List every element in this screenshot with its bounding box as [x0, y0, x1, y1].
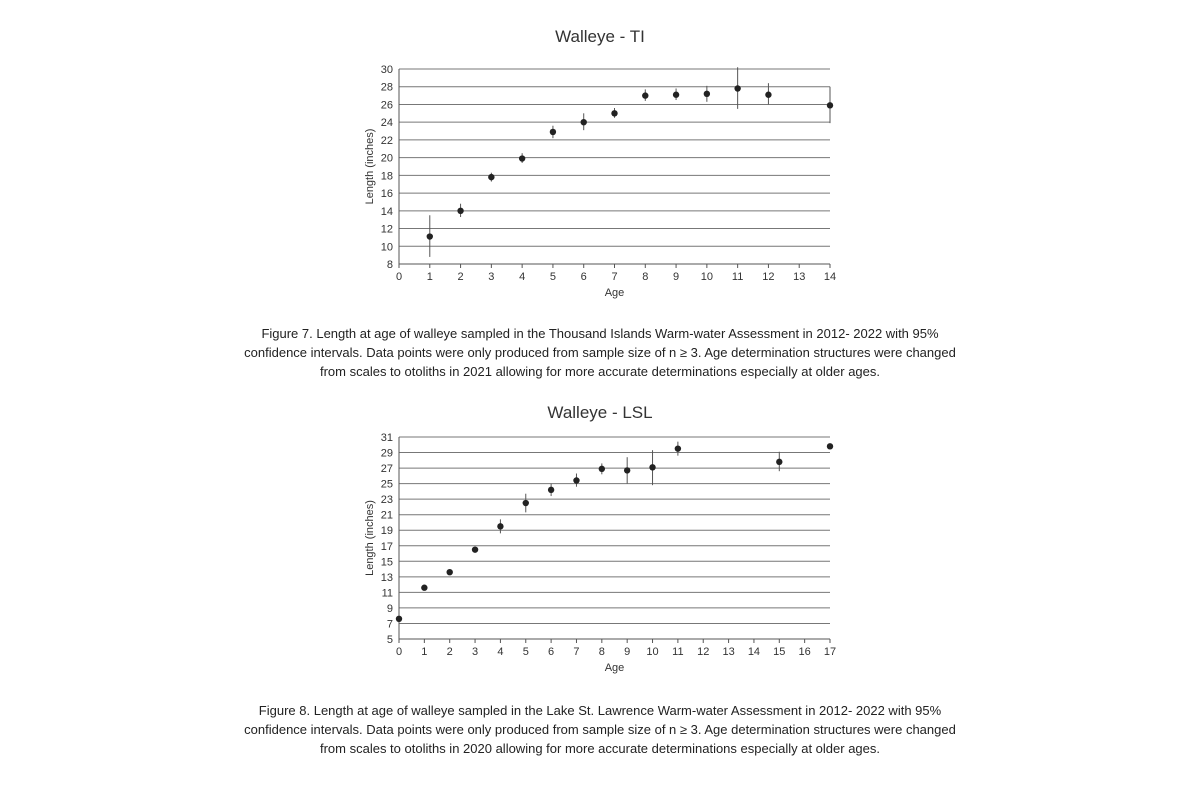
x-tick-label: 0	[395, 271, 403, 283]
figure-7-caption: Figure 7. Length at age of walleye sampled in the Thousand Islands Warm-water Assessment in 2012- 2022 with 95% confidence intervals. Data points were only produced from sample size of n ≥ 3. Age determination structures were changed from scales to otoliths in 2021 allowing for more accurate determinations especially at older ages.	[244, 326, 956, 379]
data-point	[472, 546, 478, 552]
x-tick-label: 9	[673, 271, 680, 283]
x-tick-label: 14	[823, 271, 837, 283]
x-tick-label: 13	[722, 646, 735, 658]
y-tick-label: 26	[380, 99, 393, 112]
data-point	[776, 459, 782, 465]
x-axis-title: Age	[604, 287, 625, 299]
data-point	[573, 477, 579, 483]
data-point	[548, 487, 554, 493]
data-point	[827, 102, 833, 108]
data-point	[523, 500, 529, 506]
x-tick-label: 9	[624, 646, 631, 658]
x-tick-label: 2	[446, 646, 453, 658]
y-tick-label: 27	[380, 463, 393, 476]
y-tick-label: 19	[380, 525, 393, 538]
data-point	[624, 467, 630, 473]
y-axis-title: Length (inches)	[364, 500, 376, 576]
y-tick-label: 20	[380, 152, 393, 165]
figure-8-caption: Figure 8. Length at age of walleye sampled in the Lake St. Lawrence Warm-water Assessment in 2012- 2022 with 95% confidence intervals. Data points were only produced from sample size of n ≥ 3. Age determination structures were changed from scales to otoliths in 2020 allowing for more accurate determinations especially at older ages.	[244, 703, 956, 756]
x-tick-label: 4	[519, 271, 526, 283]
data-point	[421, 585, 427, 591]
x-tick-label: 2	[457, 271, 464, 283]
data-point	[649, 464, 655, 470]
x-tick-label: 13	[793, 271, 806, 283]
data-point	[550, 129, 556, 135]
data-point	[447, 569, 453, 575]
y-axis-title: Length (inches)	[364, 128, 376, 205]
data-point	[704, 91, 710, 97]
x-tick-label: 5	[522, 646, 529, 658]
data-point	[734, 85, 740, 91]
data-point	[675, 445, 681, 451]
x-tick-label: 12	[697, 646, 710, 658]
chart-title-lsl: Walleye - LSL	[547, 403, 653, 422]
y-tick-label: 16	[380, 188, 393, 201]
data-point	[396, 616, 402, 622]
x-tick-label: 17	[823, 646, 837, 658]
data-point	[457, 208, 463, 214]
walleye-lsl-chart	[0, 425, 1200, 685]
data-point	[827, 443, 833, 449]
x-tick-label: 3	[488, 271, 495, 283]
y-tick-label: 31	[380, 432, 393, 444]
y-tick-label: 17	[380, 540, 393, 553]
y-tick-label: 22	[380, 134, 393, 147]
data-point	[581, 119, 587, 125]
x-tick-label: 8	[642, 271, 649, 283]
x-tick-label: 11	[731, 271, 744, 283]
data-point	[427, 233, 433, 239]
y-tick-label: 14	[380, 205, 393, 218]
data-point	[497, 523, 503, 529]
data-point	[642, 92, 648, 98]
y-tick-label: 10	[380, 241, 393, 254]
data-point	[519, 155, 525, 161]
y-tick-label: 8	[386, 259, 393, 271]
y-tick-label: 11	[381, 587, 393, 600]
x-tick-label: 12	[762, 271, 775, 283]
y-tick-label: 15	[380, 556, 393, 569]
x-tick-label: 15	[773, 646, 786, 658]
x-tick-label: 6	[548, 646, 555, 658]
x-tick-label: 16	[798, 646, 811, 658]
y-tick-label: 23	[380, 494, 393, 507]
y-tick-label: 28	[380, 81, 393, 94]
x-tick-label: 1	[421, 646, 428, 658]
y-tick-label: 29	[380, 447, 393, 460]
x-tick-label: 10	[646, 646, 659, 658]
y-tick-label: 30	[380, 64, 393, 76]
y-tick-label: 13	[380, 571, 393, 584]
y-tick-label: 21	[380, 509, 393, 522]
x-tick-label: 5	[549, 271, 556, 283]
data-point	[611, 110, 617, 116]
x-axis-title: Age	[604, 662, 625, 674]
chart-title-ti: Walleye - TI	[555, 27, 645, 46]
x-tick-label: 0	[395, 646, 403, 658]
x-tick-label: 11	[672, 646, 684, 658]
y-tick-label: 12	[380, 223, 393, 236]
y-tick-label: 25	[380, 478, 393, 491]
x-tick-label: 3	[471, 646, 479, 658]
data-point	[765, 92, 771, 98]
data-point	[673, 92, 679, 98]
y-tick-label: 9	[386, 602, 393, 615]
walleye-ti-chart	[0, 55, 1200, 305]
x-tick-label: 7	[573, 646, 580, 658]
y-tick-label: 18	[380, 170, 393, 183]
data-point	[488, 174, 494, 180]
y-tick-label: 5	[386, 634, 393, 646]
x-tick-label: 10	[700, 271, 713, 283]
x-tick-label: 6	[580, 271, 587, 283]
data-point	[599, 466, 605, 472]
x-tick-label: 1	[426, 271, 433, 283]
x-tick-label: 4	[497, 646, 504, 658]
x-tick-label: 7	[611, 271, 618, 283]
y-tick-label: 7	[386, 618, 393, 631]
x-tick-label: 14	[747, 646, 761, 658]
x-tick-label: 8	[598, 646, 605, 658]
y-tick-label: 24	[380, 117, 393, 130]
